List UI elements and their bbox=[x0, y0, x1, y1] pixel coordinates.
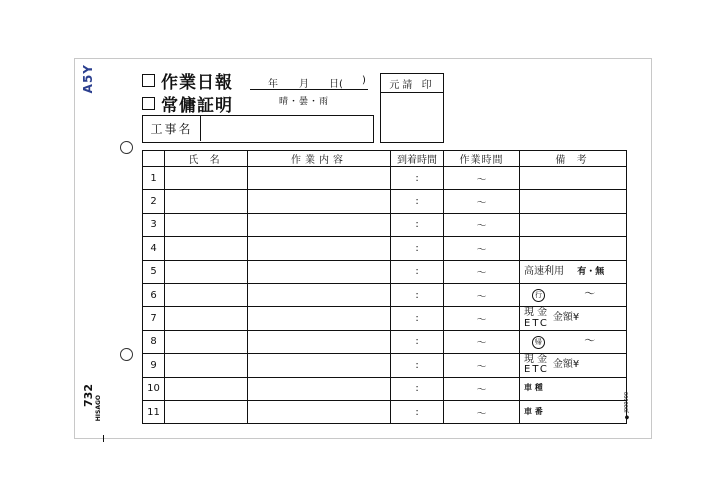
form-size-code: A5Y bbox=[81, 64, 95, 94]
header-name: 氏 名 bbox=[165, 151, 248, 167]
serial-number: ● J000000 bbox=[624, 392, 630, 421]
arrival-time-cell[interactable]: : bbox=[391, 400, 444, 423]
row-number: 2 bbox=[143, 190, 165, 213]
work-content-cell[interactable] bbox=[248, 190, 391, 213]
outbound-circle: 行 bbox=[532, 289, 545, 302]
remarks-cell[interactable] bbox=[520, 213, 627, 236]
work-content-cell[interactable] bbox=[248, 237, 391, 260]
etc-label: ETC bbox=[524, 364, 549, 376]
row-number: 11 bbox=[143, 400, 165, 423]
table-row bbox=[143, 190, 627, 213]
remarks-vehicle-number[interactable] bbox=[520, 400, 627, 423]
work-content-cell[interactable] bbox=[248, 307, 391, 330]
work-content-cell[interactable] bbox=[248, 260, 391, 283]
table-row bbox=[143, 330, 627, 353]
brand-logo: HISAGO bbox=[95, 395, 102, 422]
amount-label: 金額¥ bbox=[552, 359, 580, 371]
arrival-time-cell[interactable]: : bbox=[391, 330, 444, 353]
name-cell[interactable] bbox=[165, 260, 248, 283]
remarks-return[interactable] bbox=[520, 330, 627, 353]
return-tilde: 〜 bbox=[584, 333, 596, 347]
option-daily-report[interactable] bbox=[142, 68, 233, 93]
date-year-label: 年 bbox=[268, 79, 278, 90]
amount-label: 金額¥ bbox=[552, 312, 580, 324]
table-row bbox=[143, 354, 627, 377]
remarks-highway[interactable] bbox=[520, 260, 627, 283]
date-day-close: ) bbox=[362, 75, 366, 86]
header-arrival-time: 到着時間 bbox=[391, 151, 444, 167]
vehicle-type-label: 車 種 bbox=[524, 383, 543, 393]
option-daily-report-label: 作業日報 bbox=[161, 73, 233, 93]
arrival-time-cell[interactable]: : bbox=[391, 190, 444, 213]
work-content-cell[interactable] bbox=[248, 354, 391, 377]
work-content-cell[interactable] bbox=[248, 400, 391, 423]
table-row bbox=[143, 400, 627, 423]
arrival-time-cell[interactable]: : bbox=[391, 307, 444, 330]
work-content-cell[interactable] bbox=[248, 330, 391, 353]
cash-label: 現 金 bbox=[524, 353, 548, 365]
arrival-time-cell[interactable]: : bbox=[391, 260, 444, 283]
option-attendance-cert-label: 常傭証明 bbox=[161, 96, 233, 116]
site-name-label: 工事名 bbox=[143, 116, 201, 141]
arrival-time-cell[interactable]: : bbox=[391, 354, 444, 377]
table-row bbox=[143, 213, 627, 236]
work-time-cell[interactable]: 〜 bbox=[444, 167, 520, 190]
name-cell[interactable] bbox=[165, 330, 248, 353]
name-cell[interactable] bbox=[165, 190, 248, 213]
remarks-cell[interactable] bbox=[520, 190, 627, 213]
remarks-cell[interactable] bbox=[520, 237, 627, 260]
work-table bbox=[142, 150, 627, 424]
header-no bbox=[143, 151, 165, 167]
work-content-cell[interactable] bbox=[248, 213, 391, 236]
row-number: 4 bbox=[143, 237, 165, 260]
date-day-label: 日( bbox=[329, 79, 343, 90]
work-time-cell[interactable]: 〜 bbox=[444, 260, 520, 283]
work-time-cell[interactable]: 〜 bbox=[444, 307, 520, 330]
form-number: 732 bbox=[82, 384, 95, 407]
name-cell[interactable] bbox=[165, 283, 248, 306]
table-row bbox=[143, 167, 627, 190]
work-time-cell[interactable]: 〜 bbox=[444, 237, 520, 260]
work-time-cell[interactable]: 〜 bbox=[444, 354, 520, 377]
header-remarks: 備 考 bbox=[520, 151, 627, 167]
date-underline bbox=[250, 89, 368, 90]
work-time-cell[interactable]: 〜 bbox=[444, 330, 520, 353]
arrival-time-cell[interactable]: : bbox=[391, 237, 444, 260]
row-number: 3 bbox=[143, 213, 165, 236]
arrival-time-cell[interactable]: : bbox=[391, 167, 444, 190]
tick-mark bbox=[103, 435, 104, 442]
work-time-cell[interactable]: 〜 bbox=[444, 400, 520, 423]
name-cell[interactable] bbox=[165, 354, 248, 377]
binder-hole-top bbox=[120, 141, 133, 154]
table-row bbox=[143, 307, 627, 330]
name-cell[interactable] bbox=[165, 377, 248, 400]
name-cell[interactable] bbox=[165, 213, 248, 236]
etc-label: ETC bbox=[524, 317, 549, 329]
table-row bbox=[143, 237, 627, 260]
table-row bbox=[143, 283, 627, 306]
name-cell[interactable] bbox=[165, 237, 248, 260]
row-number: 6 bbox=[143, 283, 165, 306]
work-content-cell[interactable] bbox=[248, 283, 391, 306]
remarks-vehicle-type[interactable] bbox=[520, 377, 627, 400]
row-number: 5 bbox=[143, 260, 165, 283]
work-content-cell[interactable] bbox=[248, 377, 391, 400]
site-name-field[interactable] bbox=[142, 115, 374, 143]
header-work-time: 作業時間 bbox=[444, 151, 520, 167]
remarks-cell[interactable] bbox=[520, 167, 627, 190]
work-time-cell[interactable]: 〜 bbox=[444, 213, 520, 236]
contractor-stamp-label: 元請 印 bbox=[381, 74, 443, 93]
weather-options[interactable]: 晴・曇・雨 bbox=[279, 97, 330, 107]
checkbox-daily-report[interactable] bbox=[142, 74, 155, 87]
work-time-cell[interactable]: 〜 bbox=[444, 377, 520, 400]
arrival-time-cell[interactable]: : bbox=[391, 377, 444, 400]
arrival-time-cell[interactable]: : bbox=[391, 213, 444, 236]
name-cell[interactable] bbox=[165, 307, 248, 330]
table-header-row bbox=[143, 151, 627, 167]
vehicle-number-label: 車 番 bbox=[524, 406, 543, 416]
work-content-cell[interactable] bbox=[248, 167, 391, 190]
row-number: 7 bbox=[143, 307, 165, 330]
row-number: 1 bbox=[143, 167, 165, 190]
remarks-outbound[interactable] bbox=[520, 283, 627, 306]
table-row bbox=[143, 377, 627, 400]
row-number: 10 bbox=[143, 377, 165, 400]
cash-label: 現 金 bbox=[524, 307, 548, 319]
return-circle: 帰 bbox=[532, 336, 545, 349]
highway-yes-no[interactable]: 有・無 bbox=[577, 266, 605, 277]
date-month-label: 月 bbox=[299, 79, 309, 90]
binder-hole-bottom bbox=[120, 348, 133, 361]
name-cell[interactable] bbox=[165, 400, 248, 423]
checkbox-attendance-cert[interactable] bbox=[142, 97, 155, 110]
remarks-payment-return[interactable] bbox=[520, 354, 627, 377]
option-attendance-cert[interactable] bbox=[142, 91, 233, 116]
work-time-cell[interactable]: 〜 bbox=[444, 190, 520, 213]
name-cell[interactable] bbox=[165, 167, 248, 190]
work-time-cell[interactable]: 〜 bbox=[444, 283, 520, 306]
contractor-stamp-box[interactable] bbox=[380, 73, 444, 143]
highway-label: 高速利用 bbox=[524, 265, 564, 277]
outbound-tilde: 〜 bbox=[584, 287, 596, 301]
table-row bbox=[143, 260, 627, 283]
arrival-time-cell[interactable]: : bbox=[391, 283, 444, 306]
row-number: 9 bbox=[143, 354, 165, 377]
remarks-payment-outbound[interactable] bbox=[520, 307, 627, 330]
row-number: 8 bbox=[143, 330, 165, 353]
header-work-content: 作業内容 bbox=[248, 151, 391, 167]
